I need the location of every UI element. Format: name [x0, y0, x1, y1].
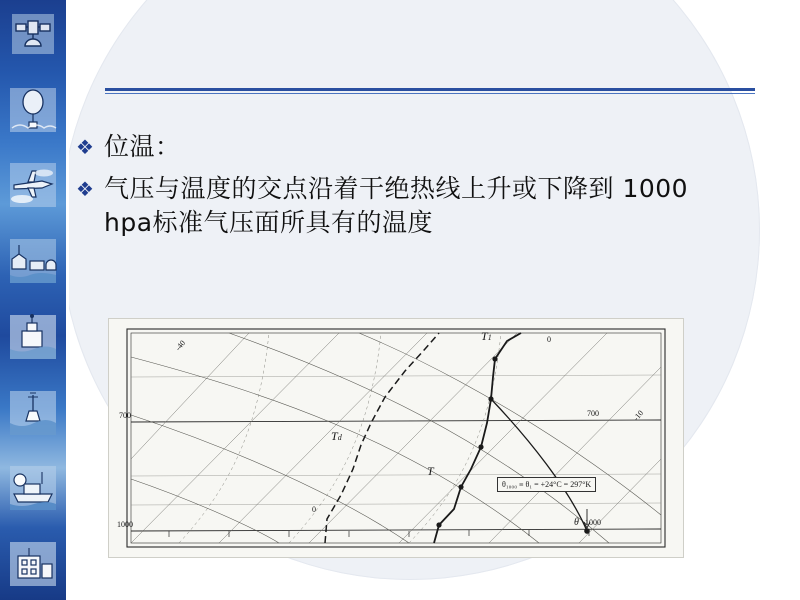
ocean-buoy-icon [6, 387, 60, 439]
label-theta: θ [574, 517, 579, 528]
label-t: T [427, 464, 434, 478]
label-td: Td [331, 429, 342, 443]
label-t1: T1 [481, 329, 492, 343]
aircraft-icon [6, 159, 60, 211]
pressure-label-700-right: 700 [587, 409, 599, 418]
weather-balloon-icon [6, 84, 60, 136]
sidebar-divider [66, 0, 69, 600]
isotherm-label-minus10: -10 [631, 408, 646, 423]
body-content [76, 130, 776, 248]
isotherm-label-zero-b: 0 [547, 335, 551, 344]
ground-station-icon [6, 538, 60, 590]
title-rule [105, 88, 755, 91]
skew-t-diagram [108, 318, 684, 558]
sidebar-icon-list [0, 0, 66, 600]
bullet-text-2: 气压与温度的交点沿着干绝热线上升或下降到 1000 hpa标准气压面所具有的温度 [104, 174, 689, 237]
list-item [76, 130, 776, 164]
list-item [76, 172, 776, 240]
pressure-label-1000-right: 1000 [585, 518, 601, 527]
satellite-icon [6, 8, 60, 60]
title-rule-thin [105, 93, 755, 94]
coastal-station-icon [6, 235, 60, 287]
bullet-marker-icon: ❖ [76, 177, 94, 201]
buoy-platform-icon [6, 311, 60, 363]
isotherm-label-zero-a: 0 [312, 505, 316, 514]
bullet-text-1: 位温： [104, 132, 181, 161]
isotherm-label-minus40: -40 [173, 338, 188, 353]
bullet-marker-icon: ❖ [76, 135, 94, 159]
theta-annotation-box: θ₁₀₀₀ ≡ θ₁ = +24°C = 297°K [497, 477, 596, 492]
pressure-label-700-left: 700 [119, 411, 131, 420]
pressure-label-1000-left: 1000 [117, 520, 133, 529]
research-ship-icon [6, 462, 60, 514]
